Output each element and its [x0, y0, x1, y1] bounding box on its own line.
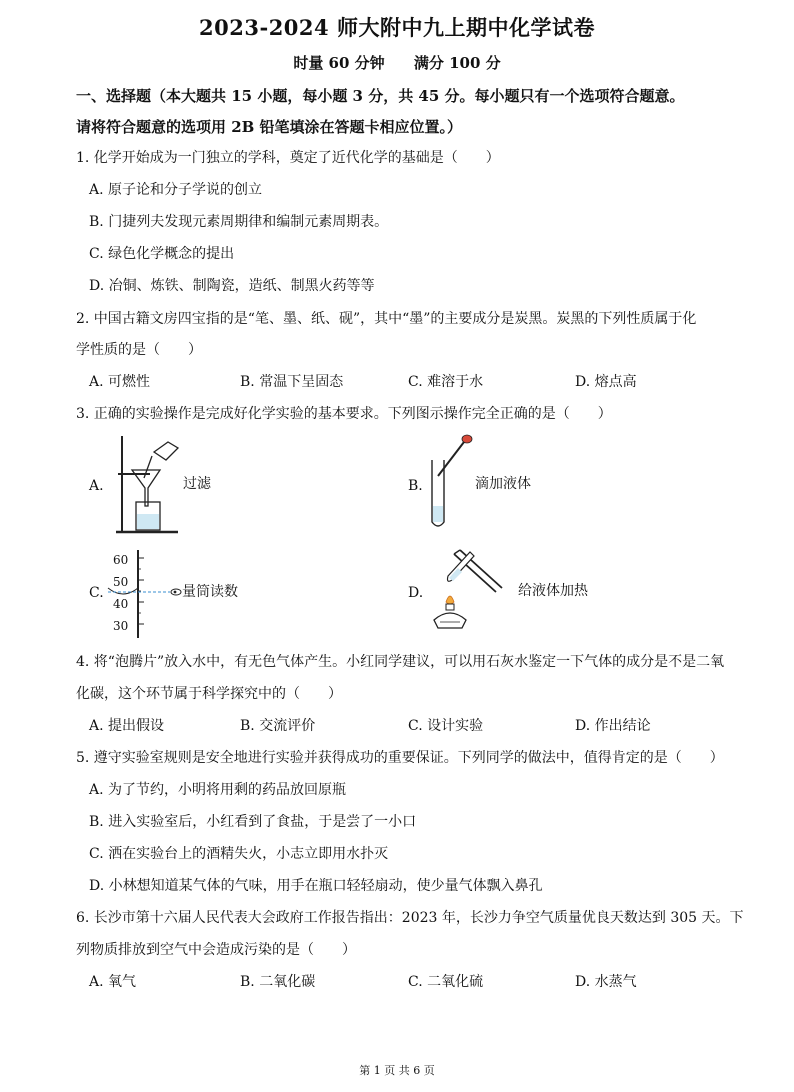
cylinder-tick-40: 40	[113, 597, 129, 611]
q3-option-a-letter: A.	[89, 478, 104, 494]
section-heading-line1: 一、选择题（本大题共 15 小题，每小题 3 分，共 45 分。每小题只有一个选项符合题意。	[76, 87, 685, 105]
q1-stem: 1. 化学开始成为一门独立的学科，奠定了近代化学的基础是（ ）	[76, 150, 500, 166]
q2-option-a: A. 可燃性	[89, 374, 151, 390]
dropper-figure	[424, 432, 474, 532]
q6-stem-line1: 6. 长沙市第十六届人民代表大会政府工作报告指出：2023 年，长沙力争空气质量优良天数达到 305 天。下	[76, 910, 744, 926]
q4-option-b: B. 交流评价	[240, 718, 316, 734]
q3-option-d-letter: D.	[408, 585, 424, 601]
q2-stem-line2: 学性质的是（ ）	[76, 342, 202, 358]
filtration-figure	[108, 432, 188, 536]
q6-option-a: A. 氧气	[89, 974, 137, 990]
q4-option-c: C. 设计实验	[408, 718, 484, 734]
q4-option-a: A. 提出假设	[89, 718, 165, 734]
q3-option-d-label: 给液体加热	[518, 583, 588, 599]
q3-option-c-label: 量筒读数	[182, 584, 238, 600]
q5-option-a: A. 为了节约，小明将用剩的药品放回原瓶	[89, 782, 347, 798]
q6-option-c: C. 二氧化硫	[408, 974, 484, 990]
q2-option-b: B. 常温下呈固态	[240, 374, 344, 390]
page-title: 2023-2024 师大附中九上期中化学试卷	[199, 15, 595, 40]
q2-option-d: D. 熔点高	[575, 374, 637, 390]
cylinder-tick-30: 30	[113, 619, 129, 633]
section-heading-line2: 请将符合题意的选项用 2B 铅笔填涂在答题卡相应位置。）	[76, 118, 463, 136]
q4-stem-line1: 4. 将“泡腾片”放入水中，有无色气体产生。小红同学建议，可以用石灰水鉴定一下气体的成分是不是二氧	[76, 654, 725, 670]
q1-option-c: C. 绿色化学概念的提出	[89, 246, 235, 262]
q5-option-d: D. 小林想知道某气体的气味，用手在瓶口轻轻扇动，使少量气体飘入鼻孔	[89, 878, 543, 894]
q4-option-d: D. 作出结论	[575, 718, 651, 734]
q5-stem: 5. 遵守实验室规则是安全地进行实验并获得成功的重要保证。下列同学的做法中，值得肯定的是（ ）	[76, 750, 724, 766]
q1-option-b: B. 门捷列夫发现元素周期律和编制元素周期表。	[89, 214, 389, 230]
q3-option-a-label: 过滤	[183, 476, 211, 492]
full-score: 满分 100 分	[413, 54, 501, 72]
time-limit: 时量 60 分钟	[293, 54, 385, 72]
exam-meta	[0, 52, 794, 73]
q3-stem: 3. 正确的实验操作是完成好化学实验的基本要求。下列图示操作完全正确的是（ ）	[76, 406, 612, 422]
q1-option-a: A. 原子论和分子学说的创立	[89, 182, 263, 198]
cylinder-tick-60: 60	[113, 553, 129, 567]
q2-stem-line1: 2. 中国古籍文房四宝指的是“笔、墨、纸、砚”，其中“墨”的主要成分是炭黑。炭黑的下列性质属于化	[76, 311, 697, 327]
q4-stem-line2: 化碳，这个环节属于科学探究中的（ ）	[76, 686, 342, 702]
heating-liquid-figure	[424, 546, 516, 638]
q5-option-c: C. 洒在实验台上的酒精失火，小志立即用水扑灭	[89, 846, 389, 862]
q6-stem-line2: 列物质排放到空气中会造成污染的是（ ）	[76, 942, 356, 958]
q2-option-c: C. 难溶于水	[408, 374, 484, 390]
cylinder-tick-50: 50	[113, 575, 129, 589]
q5-option-b: B. 进入实验室后，小红看到了食盐，于是尝了一小口	[89, 814, 417, 830]
q6-option-b: B. 二氧化碳	[240, 974, 316, 990]
q3-option-b-label: 滴加液体	[475, 476, 531, 492]
q3-option-b-letter: B.	[408, 478, 423, 494]
page-footer: 第 1 页 共 6 页	[359, 1064, 435, 1077]
q6-option-d: D. 水蒸气	[575, 974, 637, 990]
q1-option-d: D. 冶铜、炼铁、制陶瓷，造纸、制黑火药等等	[89, 278, 375, 294]
q3-option-c-letter: C.	[89, 585, 104, 601]
